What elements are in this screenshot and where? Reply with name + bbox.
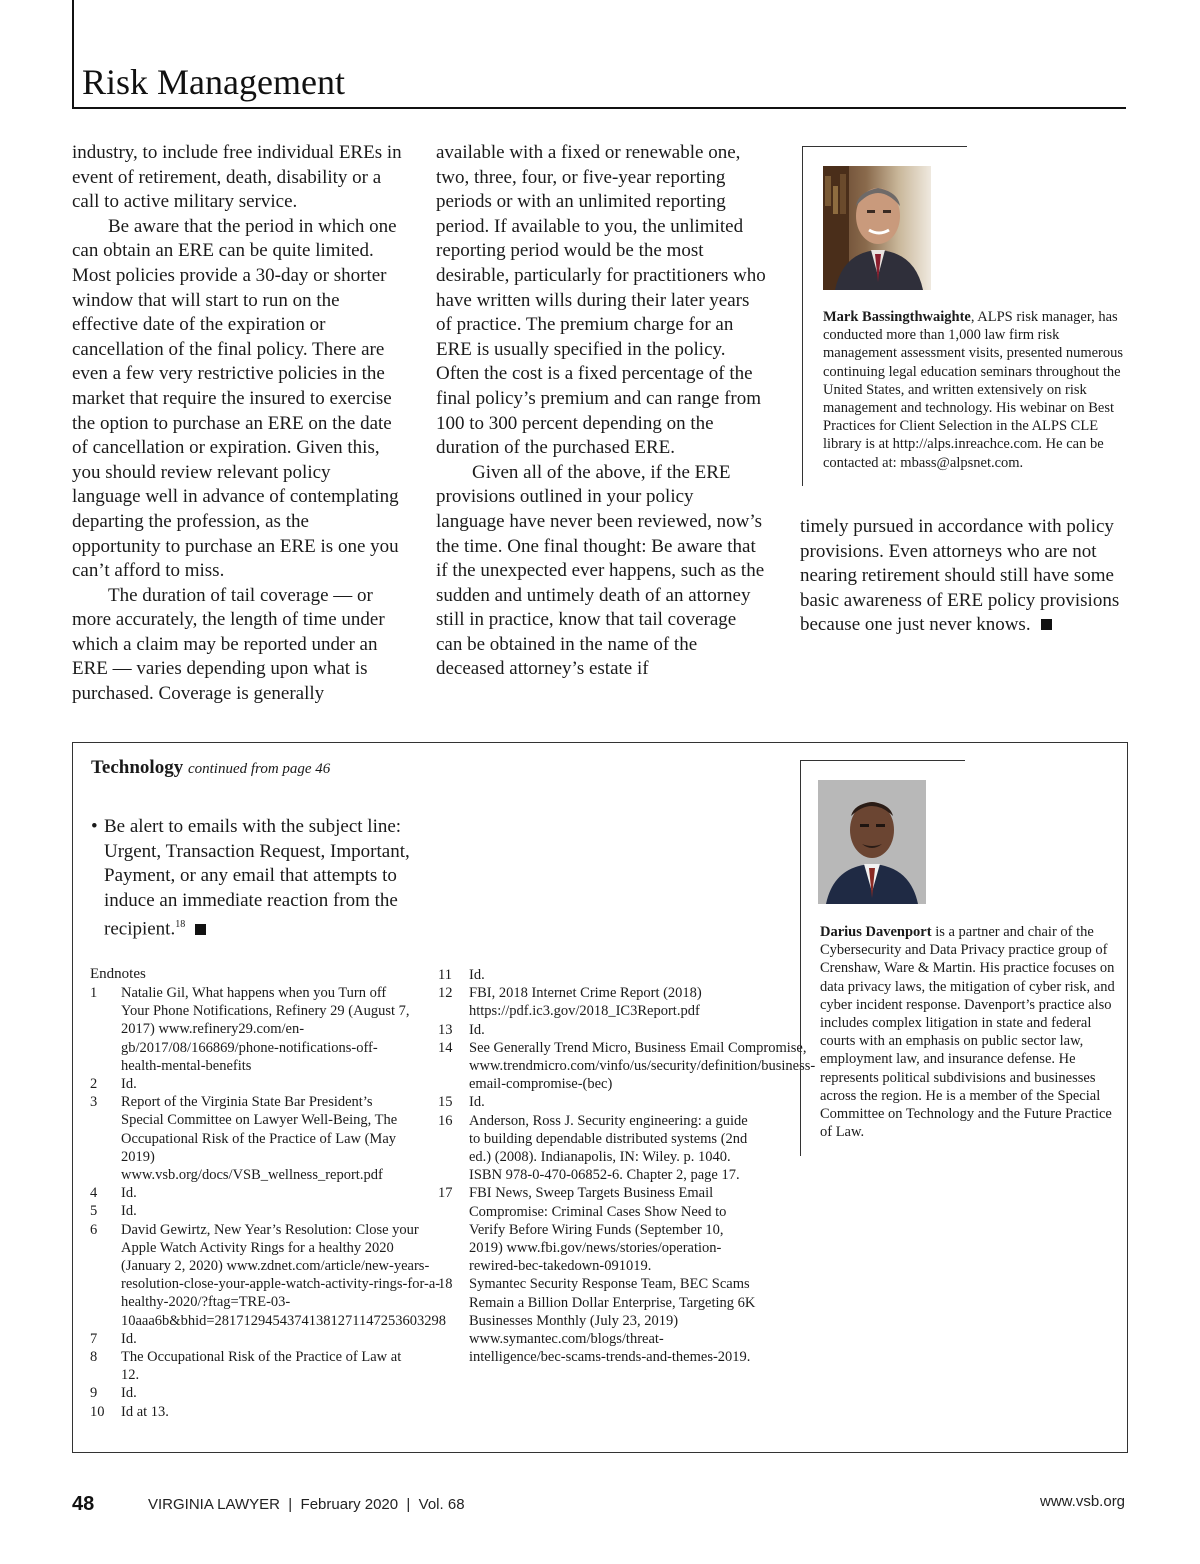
endnote-text: Report of the Virginia State Bar President’s Special Committee on Lawyer Well-Being, The Occupational Risk of the Practice of Law (May 2019) www.vsb.org/docs/VSB_wellness_report.pdf	[121, 1094, 398, 1184]
endnote-text: Id.	[469, 1094, 485, 1111]
paragraph: The duration of tail coverage — or more accurately, the length of time under which a claim may be reported under an ERE — varies depending upon what is purchased. Coverage is generally	[72, 584, 385, 705]
endnote-number: 3	[90, 1094, 98, 1111]
page-number: 48	[72, 1493, 95, 1515]
endnote-item	[90, 1384, 413, 1402]
endnote-item	[90, 1184, 413, 1202]
header-vertical-rule	[72, 0, 74, 108]
header-rule	[72, 107, 1126, 109]
endnote-text: Id.	[121, 1076, 137, 1093]
magazine-issue: VIRGINIA LAWYER | February 2020 | Vol. 68	[148, 1496, 465, 1513]
endnote-item	[438, 1184, 758, 1275]
endnote-number: 10	[90, 1403, 105, 1420]
endnote-number: 14	[438, 1039, 453, 1056]
endnote-number: 13	[438, 1021, 453, 1038]
endnote-number: 18	[438, 1276, 453, 1293]
article-column-2	[436, 141, 766, 682]
author-bio-box	[800, 760, 1131, 1156]
author-photo-mark-bassingthwaighte	[823, 166, 931, 290]
author-name: Darius Davenport	[820, 924, 932, 940]
endnote-number: 4	[90, 1185, 98, 1202]
end-of-article-mark	[195, 924, 206, 935]
article-column-3	[800, 515, 1130, 638]
endnote-text: Id.	[121, 1385, 137, 1402]
portrait-illustration	[818, 780, 926, 904]
endnote-item	[438, 984, 758, 1020]
bullet-dot: •	[91, 816, 98, 837]
end-of-article-mark	[1041, 619, 1052, 630]
endnote-item	[438, 1093, 758, 1111]
technology-title: Technology	[91, 757, 184, 778]
endnote-item	[90, 1403, 413, 1421]
endnote-text: Id at 13.	[121, 1403, 169, 1420]
endnotes-title: Endnotes	[90, 966, 146, 982]
endnote-number: 17	[438, 1185, 453, 1202]
endnote-text: Natalie Gil, What happens when you Turn off Your Phone Notifications, Refinery 29 (August 7, 2017) www.refinery29.com/en-gb/2017/08/166869/phone-notifications-off-health-mental-benefits	[121, 985, 410, 1074]
endnote-item	[438, 1112, 758, 1185]
technology-continued-box	[72, 742, 1128, 1453]
technology-bullet	[91, 815, 424, 942]
endnote-text: FBI News, Sweep Targets Business Email Compromise: Criminal Cases Show Need to Verify Before Wiring Funds (September 10, 2019) www.fbi.gov/news/stories/operation-rewired-bec-takedown-091019.	[469, 1185, 727, 1275]
paragraph: available with a fixed or renewable one, two, three, four, or five-year reporting periods or with an unlimited reporting period. If available to you, the unlimited reporting period would be the most desirable, particularly for practitioners who have written wills during their later years of practice. The premium charge for an ERE is usually specified in the policy. Often the cost is a fixed percentage of the final policy’s premium and can range from 100 to 300 percent depending on the duration of the purchased ERE.	[436, 142, 766, 459]
endnote-item	[438, 966, 758, 984]
endnote-item	[438, 1021, 758, 1039]
author-name: Mark Bassingthwaighte	[823, 309, 971, 325]
endnotes-right-column	[438, 966, 816, 1366]
author-bio-description: , ALPS risk manager, has conducted more than 1,000 law firm risk management assessment visits, presented numerous continuing legal education seminars throughout the United States, and written extensively on risk management and technology. His webinar on Best Practices for Client Selection in the ALPS CLE library is at http://alps.inreachce.com. He can be contacted at: mbass@alpsnet.com.	[823, 309, 1124, 471]
endnote-number: 16	[438, 1112, 453, 1129]
paragraph	[800, 515, 1130, 638]
endnote-number: 5	[90, 1203, 98, 1220]
continued-note: continued from page 46	[187, 761, 331, 777]
author-photo-darius-davenport	[818, 780, 926, 904]
endnote-number: 6	[90, 1221, 98, 1238]
paragraph: industry, to include free individual EREs in event of retirement, death, disability or a call to active military service.	[72, 142, 402, 213]
author-bio-text	[820, 923, 1124, 1141]
endnote-text: Id.	[121, 1203, 137, 1220]
section-title: Risk Management	[82, 62, 345, 102]
endnote-item	[90, 984, 413, 1075]
endnote-number: 12	[438, 985, 453, 1002]
endnote-item	[90, 1202, 413, 1220]
portrait-illustration	[823, 166, 931, 290]
endnote-text: Id.	[469, 967, 485, 983]
endnote-number: 15	[438, 1094, 453, 1111]
endnote-text: Id.	[121, 1185, 137, 1202]
endnote-text: Id.	[469, 1021, 485, 1038]
endnote-text: Anderson, Ross J. Security engineering: a guide to building dependable distributed systems (2nd ed.) (2008). Indianapolis, IN: Wiley. p. 1040. ISBN 978-0-470-06852-6. Chapter 2, page 17.	[469, 1112, 748, 1184]
article-column-1	[72, 141, 402, 707]
endnote-item	[438, 1039, 816, 1094]
endnote-number: 1	[90, 985, 98, 1001]
endnote-item	[90, 1075, 413, 1093]
paragraph: Given all of the above, if the ERE provisions outlined in your policy language have never been reviewed, now’s the time. One final thought: Be aware that if the unexpected ever happens, such as the sudden and untimely death of an attorney still in practice, know that tail coverage can be obtained in the name of the deceased attorney’s estate if	[436, 461, 765, 680]
technology-heading	[91, 757, 330, 779]
bullet-text: Be alert to emails with the subject line: Urgent, Transaction Request, Important, Payment, or any email that attempts to induce an immediate reaction from the recipient.	[104, 816, 410, 940]
endnote-item	[90, 1330, 413, 1348]
footnote-ref: 18	[175, 919, 186, 931]
endnote-text: The Occupational Risk of the Practice of Law at 12.	[121, 1349, 402, 1384]
endnote-text: FBI, 2018 Internet Crime Report (2018) https://pdf.ic3.gov/2018_IC3Report.pdf	[469, 985, 702, 1020]
paragraph: Be aware that the period in which one can obtain an ERE can be quite limited. Most policies provide a 30-day or shorter window that will start to run on the effective date of the expiration or cancellation of the final policy. There are even a few very restrictive policies in the market that require the insured to exercise the option to purchase an ERE on the date of cancellation or expiration. Given this, you should review relevant policy language well in advance of contemplating departing the profession, as the opportunity to purchase an ERE is one you can’t afford to miss.	[72, 215, 399, 582]
endnote-number: 11	[438, 967, 452, 983]
endnote-number: 2	[90, 1076, 98, 1093]
website-url: www.vsb.org	[1040, 1493, 1126, 1510]
endnote-number: 7	[90, 1330, 98, 1347]
closing-paragraph: timely pursued in accordance with policy provisions. Even attorneys who are not nearing retirement should still have some basic awareness of ERE policy provisions because one just never knows.	[800, 516, 1120, 636]
author-bio-box	[802, 146, 1139, 486]
endnote-text: Id.	[121, 1330, 137, 1347]
endnote-text: See Generally Trend Micro, Business Email Compromise, www.trendmicro.com/vinfo/us/security/definition/business-email-compromise-(bec)	[469, 1039, 816, 1093]
endnote-text: Symantec Security Response Team, BEC Scams Remain a Billion Dollar Enterprise, Targeting 6K Businesses Monthly (July 23, 2019) www.symantec.com/blogs/threat-intelligence/bec-scams-trends-and-themes-2019.	[469, 1276, 756, 1366]
endnote-text: David Gewirtz, New Year’s Resolution: Close your Apple Watch Activity Rings for a healthy 2020 (January 2, 2020) www.zdnet.com/article/new-years-resolution-close-your-apple-watch-activity-rings-for-a-healthy-2020/?ftag=TRE-03-10aaa6b&bhid=28171294543741381271147253603298	[121, 1221, 447, 1329]
author-bio-description: is a partner and chair of the Cybersecurity and Data Privacy practice group of Crenshaw, Ware & Martin. His practice focuses on data privacy laws, the mitigation of cyber risk, and cyber incident response. Davenport’s practice also includes complex litigation in state and federal courts with an emphasis on public sector law, employment law, and insurance defense. He represents political subdivisions and businesses across the region. He is a member of the Special Committee on Technology and the Future Practice of Law.	[820, 924, 1115, 1141]
endnote-number: 8	[90, 1349, 98, 1366]
endnote-item	[90, 1348, 413, 1384]
endnote-item	[90, 1093, 413, 1184]
endnote-number: 9	[90, 1385, 98, 1402]
author-bio-text	[823, 308, 1131, 472]
endnote-item	[438, 1275, 758, 1366]
